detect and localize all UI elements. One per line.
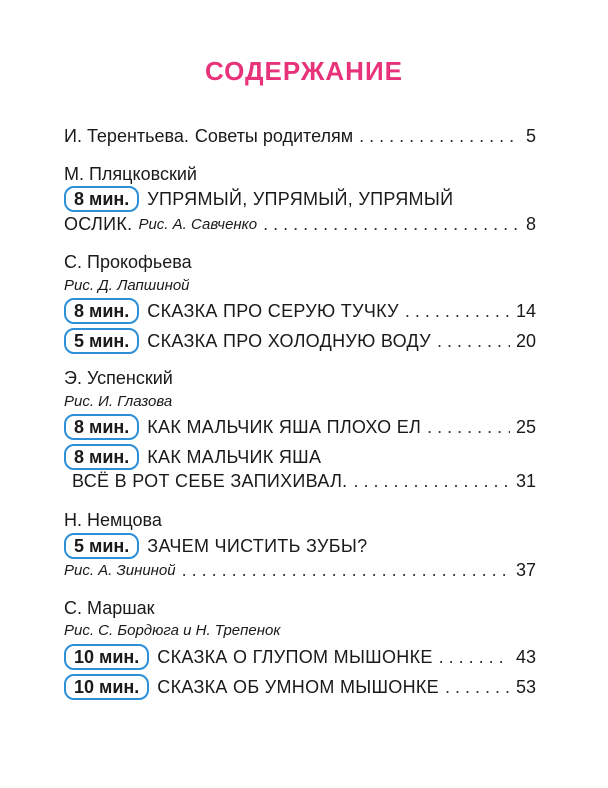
- page-number: 5: [525, 126, 536, 146]
- entry-author: С. Прокофьева: [64, 252, 192, 272]
- entry-title: СКАЗКА ОБ УМНОМ МЫШОНКЕ: [157, 676, 439, 697]
- toc-entry[interactable]: [64, 414, 536, 440]
- leader-dots: [437, 331, 510, 352]
- reading-time-badge: 10 мин.: [64, 674, 149, 700]
- leader-dots: [182, 560, 510, 581]
- illustrator: Рис. С. Бордюга и Н. Трепенок: [64, 622, 281, 639]
- illustrator: Рис. И. Глазова: [64, 393, 173, 410]
- toc-entry-continued[interactable]: [72, 471, 536, 492]
- entry-author: М. Пляцковский: [64, 164, 197, 184]
- reading-time-badge: 10 мин.: [64, 644, 149, 670]
- entry-title: СКАЗКА О ГЛУПОМ МЫШОНКЕ: [157, 646, 433, 667]
- reading-time-badge: 5 мин.: [64, 533, 139, 559]
- toc-entry[interactable]: [64, 533, 536, 559]
- entry-author: Н. Немцова: [64, 510, 162, 530]
- leader-dots: [439, 647, 510, 668]
- page-number: 25: [515, 416, 536, 437]
- leader-dots: [263, 214, 520, 235]
- leader-dots: [353, 471, 509, 492]
- page-number: 8: [525, 214, 536, 234]
- toc-entry-continued[interactable]: [64, 214, 536, 235]
- leader-dots: [405, 301, 510, 322]
- toc-entry[interactable]: [64, 644, 536, 670]
- toc-entry-continued[interactable]: [64, 560, 536, 581]
- reading-time-badge: 8 мин.: [64, 414, 139, 440]
- entry-title: СКАЗКА ПРО СЕРУЮ ТУЧКУ: [147, 300, 399, 321]
- toc-entry[interactable]: [64, 126, 536, 147]
- entry-title: КАК МАЛЬЧИК ЯША ПЛОХО ЕЛ: [147, 416, 422, 437]
- entry-title-continued: ОСЛИК.: [64, 214, 133, 234]
- entry-title: КАК МАЛЬЧИК ЯША: [147, 446, 322, 467]
- toc-entry[interactable]: [64, 444, 536, 470]
- entry-author: С. Маршак: [64, 598, 155, 618]
- toc-entry[interactable]: [64, 674, 536, 700]
- page-number: 37: [515, 560, 536, 580]
- illustrator: Рис. А. Савченко: [138, 216, 258, 233]
- toc-entry[interactable]: [64, 328, 536, 354]
- page-number: 43: [515, 646, 536, 667]
- illustrator: Рис. Д. Лапшиной: [64, 277, 190, 294]
- illustrator: Рис. А. Зининой: [64, 562, 176, 579]
- page-number: 31: [515, 471, 536, 491]
- page-number: 20: [515, 330, 536, 351]
- leader-dots: [445, 677, 510, 698]
- reading-time-badge: 8 мин.: [64, 444, 139, 470]
- reading-time-badge: 8 мин.: [64, 298, 139, 324]
- leader-dots: [359, 126, 520, 147]
- reading-time-badge: 8 мин.: [64, 186, 139, 212]
- entry-title-continued: ВСЁ В РОТ СЕБЕ ЗАПИХИВАЛ.: [72, 471, 348, 491]
- page-number: 53: [515, 676, 536, 697]
- entry-title: Советы родителям: [194, 126, 354, 146]
- entry-author: Э. Успенский: [64, 368, 173, 388]
- page-title: СОДЕРЖАНИЕ: [205, 56, 403, 86]
- entry-title: СКАЗКА ПРО ХОЛОДНУЮ ВОДУ: [147, 330, 431, 351]
- toc-entry[interactable]: [64, 186, 536, 212]
- entry-author: И. Терентьева.: [64, 126, 189, 146]
- reading-time-badge: 5 мин.: [64, 328, 139, 354]
- entry-title: УПРЯМЫЙ, УПРЯМЫЙ, УПРЯМЫЙ: [147, 188, 454, 209]
- toc-entry[interactable]: [64, 298, 536, 324]
- leader-dots: [427, 417, 510, 438]
- page-number: 14: [515, 300, 536, 321]
- entry-title: ЗАЧЕМ ЧИСТИТЬ ЗУБЫ?: [147, 535, 368, 556]
